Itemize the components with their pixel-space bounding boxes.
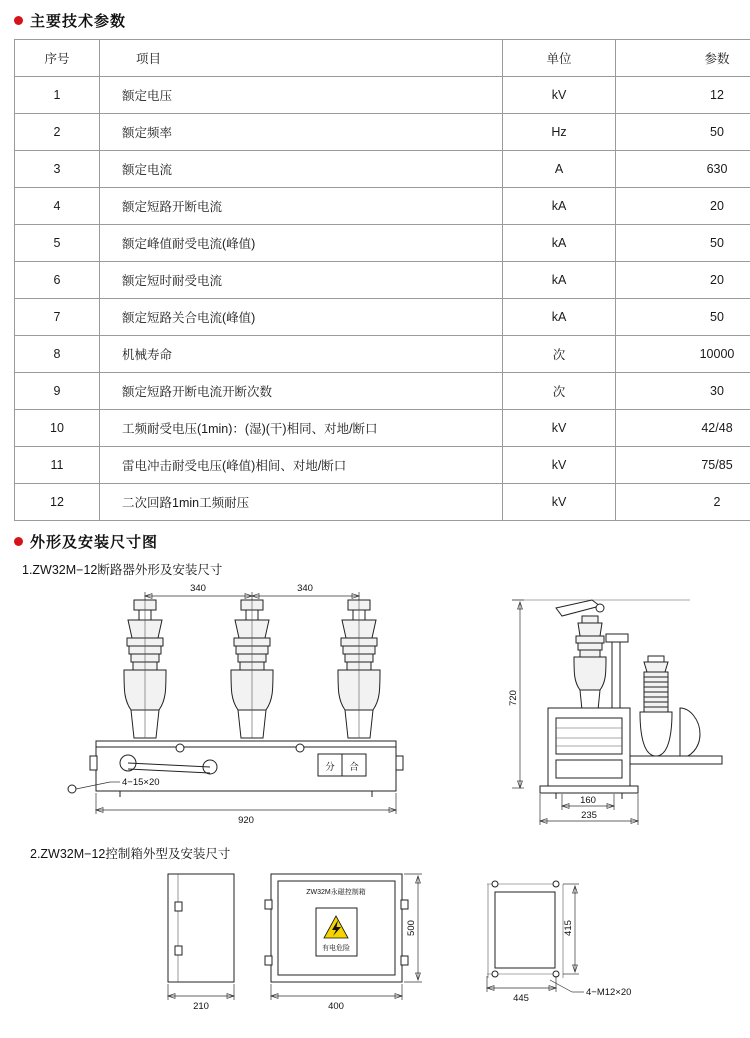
table-row (15, 484, 750, 521)
table-head (15, 40, 750, 77)
table-row (15, 262, 750, 299)
cell-value: 30 (616, 373, 750, 410)
cell-no: 11 (15, 447, 100, 484)
table-row (15, 447, 750, 484)
table-body (15, 77, 750, 521)
cell-unit: kV (503, 77, 616, 114)
cell-no: 4 (15, 188, 100, 225)
th-no: 序号 (15, 40, 100, 77)
table-row (15, 151, 750, 188)
cell-no: 2 (15, 114, 100, 151)
table-row (15, 410, 750, 447)
cell-no: 5 (15, 225, 100, 262)
th-item: 项目 (100, 40, 503, 77)
cell-unit: kA (503, 262, 616, 299)
cell-item: 额定短路开断电流 (100, 188, 503, 225)
dim-340-right-text: 340 (297, 583, 313, 594)
cell-value: 20 (616, 262, 750, 299)
label-fen: 分 (325, 761, 335, 773)
cell-value: 10000 (616, 336, 750, 373)
cell-item: 额定频率 (100, 114, 503, 151)
cell-value: 42/48 (616, 410, 750, 447)
cell-unit: kA (503, 188, 616, 225)
params-table (14, 39, 750, 521)
table-row (15, 225, 750, 262)
mounting-hole-pattern (487, 881, 631, 1004)
cell-unit: 次 (503, 373, 616, 410)
table-row (15, 373, 750, 410)
cell-no: 3 (15, 151, 100, 188)
table-row (15, 77, 750, 114)
drawing2-caption: 2.ZW32M−12控制箱外型及安装尺寸 (30, 844, 750, 862)
dim-210-text: 210 (193, 1001, 209, 1012)
table-row (15, 114, 750, 151)
cell-no: 6 (15, 262, 100, 299)
cell-no: 9 (15, 373, 100, 410)
breaker-body (90, 741, 403, 797)
cell-unit: kV (503, 447, 616, 484)
cell-no: 10 (15, 410, 100, 447)
cell-item: 额定电流 (100, 151, 503, 188)
bushing-2 (231, 600, 273, 738)
cell-unit: kA (503, 225, 616, 262)
cell-item: 额定电压 (100, 77, 503, 114)
cell-unit: 次 (503, 336, 616, 373)
dim-920-text: 920 (238, 815, 254, 826)
cell-item: 机械寿命 (100, 336, 503, 373)
section-title-dims: 外形及安装尺寸图 (30, 531, 158, 552)
th-val: 参数 (616, 40, 750, 77)
cell-no: 7 (15, 299, 100, 336)
cell-value: 2 (616, 484, 750, 521)
cell-item: 额定短路关合电流(峰值) (100, 299, 503, 336)
th-unit: 单位 (503, 40, 616, 77)
cell-item: 额定峰值耐受电流(峰值) (100, 225, 503, 262)
drawing1-caption: 1.ZW32M−12断路器外形及安装尺寸 (22, 560, 750, 578)
cell-unit: A (503, 151, 616, 188)
cell-unit: kV (503, 484, 616, 521)
dim-340-left-text: 340 (190, 583, 206, 594)
page-title: 主要技术参数 (30, 10, 126, 31)
dimension-340-right (252, 583, 359, 638)
dimension-340-left (145, 583, 252, 638)
cell-no: 1 (15, 77, 100, 114)
params-table-wrap (14, 39, 736, 521)
control-box-side-view (168, 874, 234, 1012)
cell-item: 额定短路开断电流开断次数 (100, 373, 503, 410)
table-row (15, 188, 750, 225)
label-he: 合 (349, 761, 359, 773)
cell-value: 50 (616, 114, 750, 151)
page-root (0, 10, 750, 1038)
cell-value: 50 (616, 225, 750, 262)
control-box-front-view (265, 874, 422, 1012)
dim-720-text: 720 (508, 690, 519, 706)
cell-unit: kA (503, 299, 616, 336)
section-header-params (14, 10, 750, 31)
dim-415-text: 415 (563, 920, 574, 936)
warning-label: 有电危险 (322, 943, 350, 952)
dim-bolts-text: 4−M12×20 (586, 987, 631, 998)
cell-no: 12 (15, 484, 100, 521)
cell-no: 8 (15, 336, 100, 373)
bushing-3 (338, 600, 380, 738)
control-box-svg (0, 862, 750, 1022)
dim-160-text: 160 (580, 795, 596, 806)
dim-500-text: 500 (406, 920, 417, 936)
dimension-920 (96, 793, 396, 826)
cell-value: 12 (616, 77, 750, 114)
bullet-icon (14, 537, 23, 546)
dim-445-text: 445 (513, 993, 529, 1004)
cell-value: 630 (616, 151, 750, 188)
breaker-outline-svg (0, 578, 750, 838)
cell-value: 20 (616, 188, 750, 225)
bullet-icon (14, 16, 23, 25)
control-box-label: ZW32M永磁控制箱 (306, 887, 366, 896)
dim-holes-text: 4−15×20 (122, 777, 160, 788)
bushing-1 (124, 600, 166, 738)
cell-value: 50 (616, 299, 750, 336)
dim-400-text: 400 (328, 1001, 344, 1012)
table-header-row (15, 40, 750, 77)
side-view (508, 600, 722, 825)
drawing1-area (0, 578, 750, 838)
cell-unit: kV (503, 410, 616, 447)
cell-item: 二次回路1min工频耐压 (100, 484, 503, 521)
bushing-group (124, 600, 380, 738)
cell-item: 工频耐受电压(1min)：(湿)(干)相同、对地/断口 (100, 410, 503, 447)
cell-item: 额定短时耐受电流 (100, 262, 503, 299)
cell-item: 雷电冲击耐受电压(峰值)相间、对地/断口 (100, 447, 503, 484)
section-header-dims (14, 531, 750, 552)
table-row (15, 336, 750, 373)
cell-value: 75/85 (616, 447, 750, 484)
dim-235-text: 235 (581, 810, 597, 821)
table-row (15, 299, 750, 336)
cell-unit: Hz (503, 114, 616, 151)
drawing2-area (0, 862, 750, 1022)
